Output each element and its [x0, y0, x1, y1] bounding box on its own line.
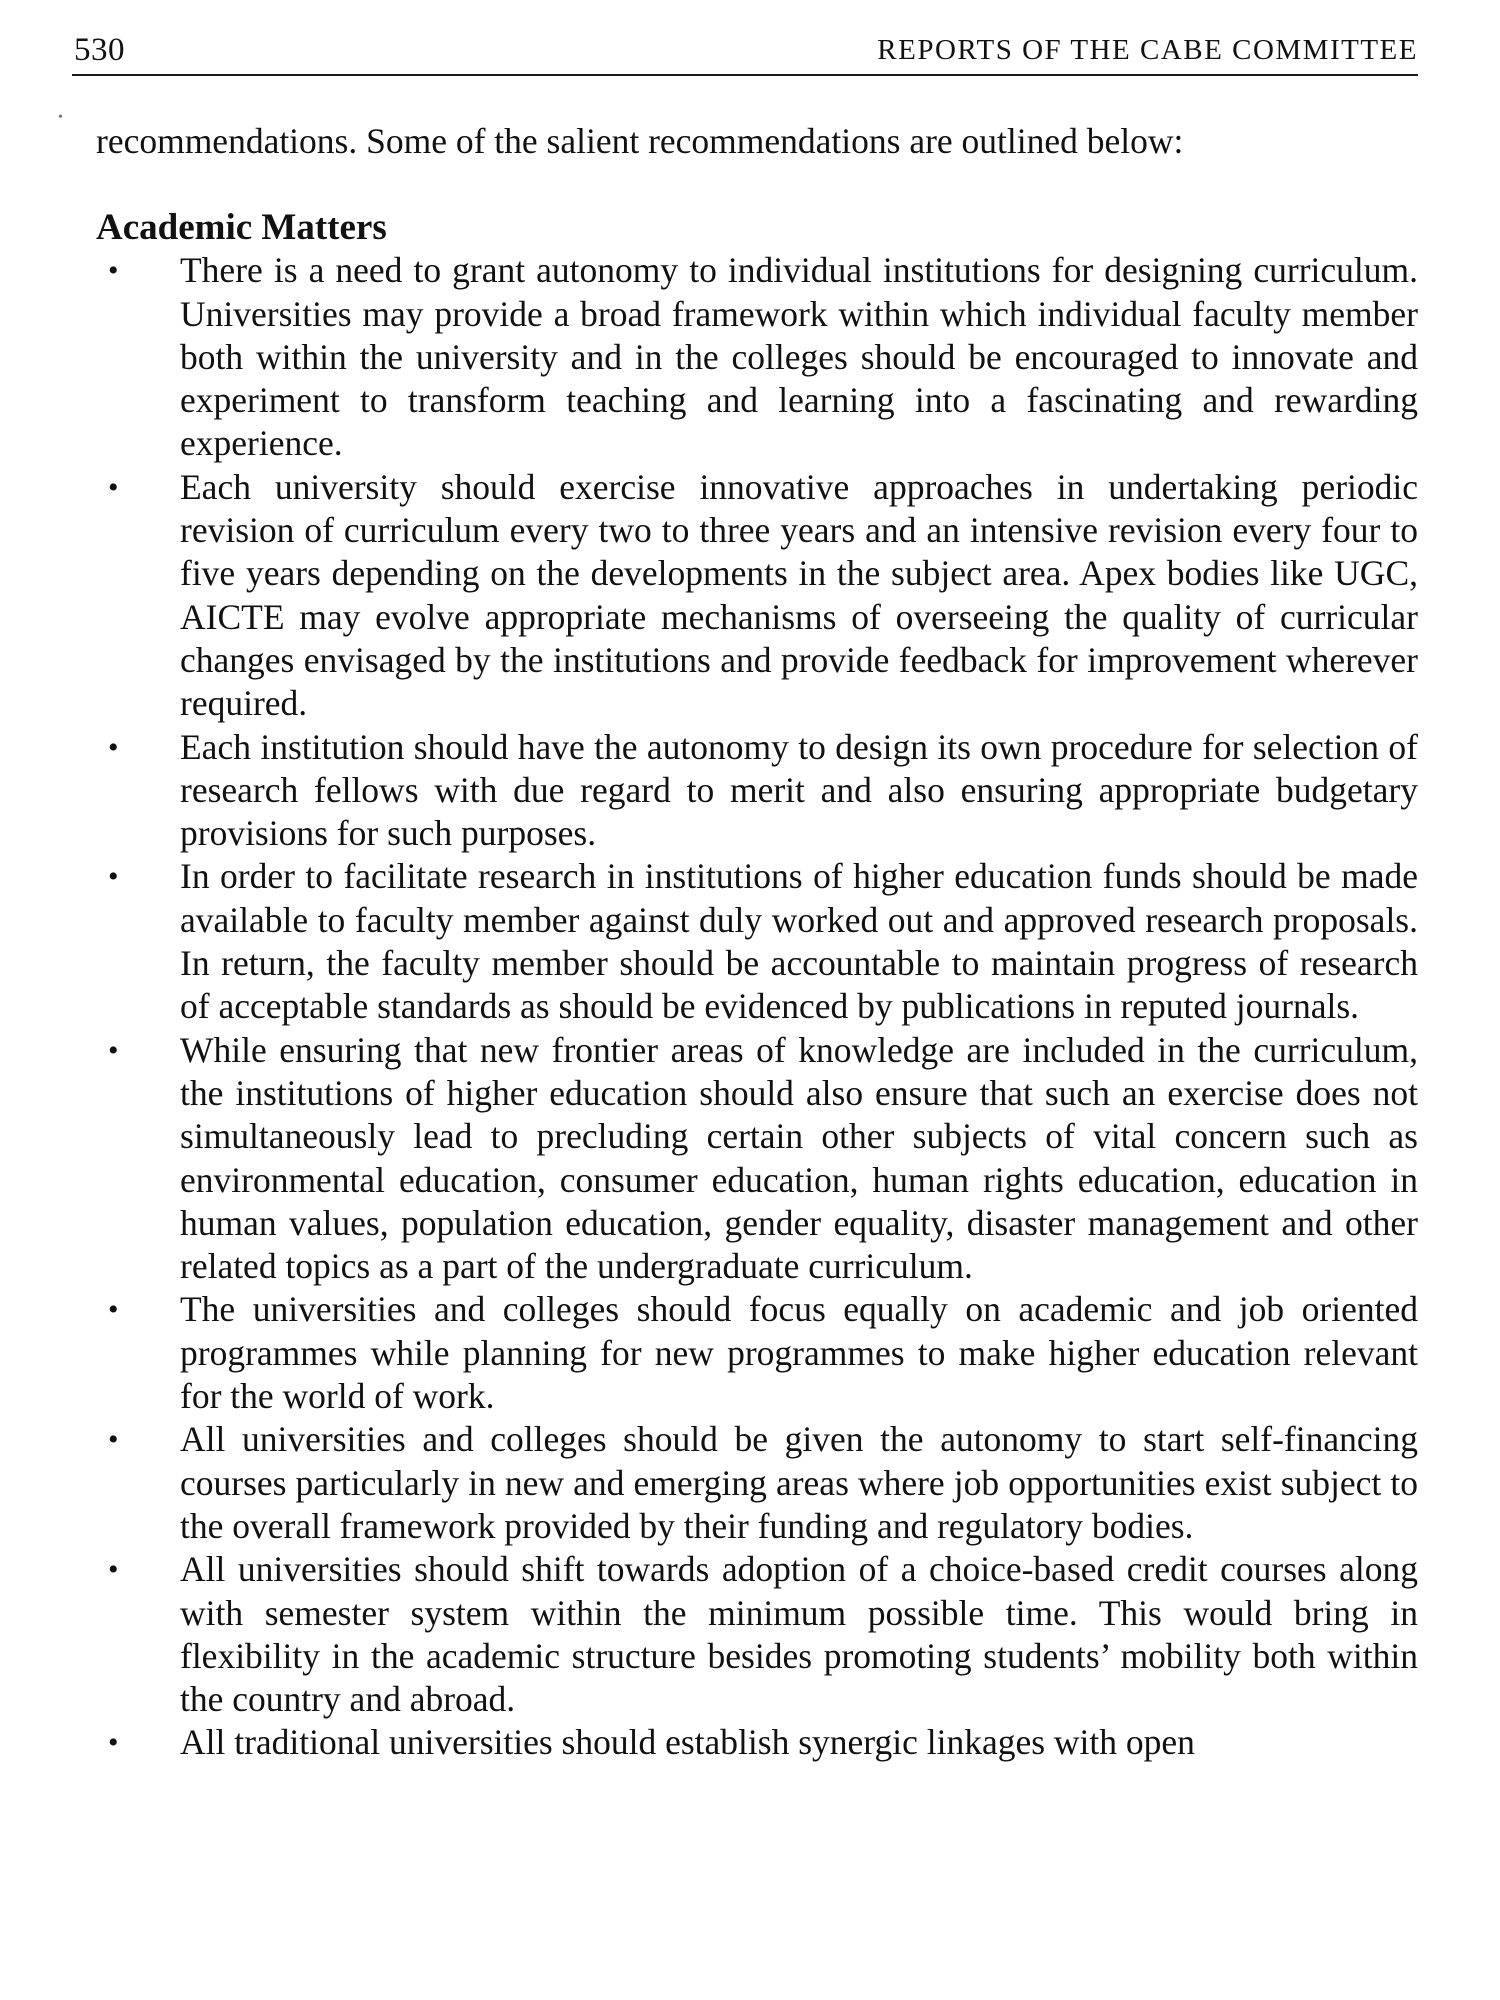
scan-speck: •	[58, 110, 63, 125]
bullet-icon: •	[108, 730, 119, 764]
bullet-icon: •	[108, 860, 119, 894]
list-item-text: All traditional universities should establish synergic linkages with open	[180, 1722, 1195, 1763]
list-item	[96, 1721, 1418, 1764]
intro-paragraph: recommendations. Some of the salient recommendations are outlined below:	[96, 121, 1184, 161]
page-number: 530	[74, 32, 125, 68]
bullet-icon: •	[108, 254, 119, 288]
bullet-icon: •	[108, 1726, 119, 1760]
list-item	[96, 1548, 1418, 1721]
list-item	[96, 855, 1418, 1028]
list-item-text: There is a need to grant autonomy to individual institutions for designing curriculum. Universities may provide a broad framework within which individual faculty member both within the university and in the colleges should be encouraged to innovate and experiment to transform teaching and learning into a fascinating and rewarding experience.	[180, 250, 1418, 464]
list-item	[96, 466, 1418, 726]
page-body	[96, 120, 1418, 1765]
list-item	[96, 726, 1418, 856]
list-item-text: All universities should shift towards adoption of a choice-based credit courses along with semester system within the minimum possible time. This would bring in flexibility in the academic structure besides promoting students’ mobility both within the country and abroad.	[180, 1549, 1418, 1720]
list-item-text: Each university should exercise innovative approaches in undertaking periodic revision of curriculum every two to three years and an intensive revision every four to five years depending on the developments in the subject area. Apex bodies like UGC, AICTE may evolve appropriate mechanisms of overseeing the quality of curricular changes envisaged by the institutions and provide feedback for improvement wherever required.	[180, 466, 1418, 724]
list-item	[96, 1029, 1418, 1289]
list-item-text: While ensuring that new frontier areas of knowledge are included in the curriculum, the institutions of higher education should also ensure that such an exercise does not simultaneously lead to precluding certain other subjects of vital concern such as environmental education, consumer education, human rights education, education in human values, population education, gender equality, disaster management and other related topics as a part of the undergraduate curriculum.	[180, 1029, 1418, 1287]
page-header	[72, 30, 1418, 76]
list-item-text: The universities and colleges should focus equally on academic and job oriented programmes while planning for new programmes to make higher education relevant for the world of work.	[180, 1289, 1418, 1417]
bullet-icon: •	[108, 1293, 119, 1327]
list-item	[96, 1288, 1418, 1418]
list-item	[96, 1418, 1418, 1548]
list-item	[96, 249, 1418, 465]
section-heading: Academic Matters	[96, 207, 387, 249]
list-item-text: All universities and colleges should be given the autonomy to start self-financing courses particularly in new and emerging areas where job opportunities exist subject to the overall framework provided by their funding and regulatory bodies.	[180, 1419, 1418, 1546]
bullet-icon: •	[108, 1423, 119, 1457]
recommendation-list	[96, 249, 1418, 1764]
list-item-text: Each institution should have the autonomy to design its own procedure for selection of research fellows with due regard to merit and also ensuring appropriate budgetary provisions for such purposes.	[180, 726, 1418, 854]
list-item-text: In order to facilitate research in institutions of higher education funds should be made available to faculty member against duly worked out and approved research proposals. In return, the faculty member should be accountable to maintain progress of research of acceptable standards as should be evidenced by publications in reputed journals.	[180, 856, 1418, 1027]
bullet-icon: •	[108, 1033, 119, 1067]
bullet-icon: •	[108, 470, 119, 504]
bullet-icon: •	[108, 1553, 119, 1587]
running-head: REPORTS OF THE CABE COMMITTEE	[877, 34, 1418, 66]
